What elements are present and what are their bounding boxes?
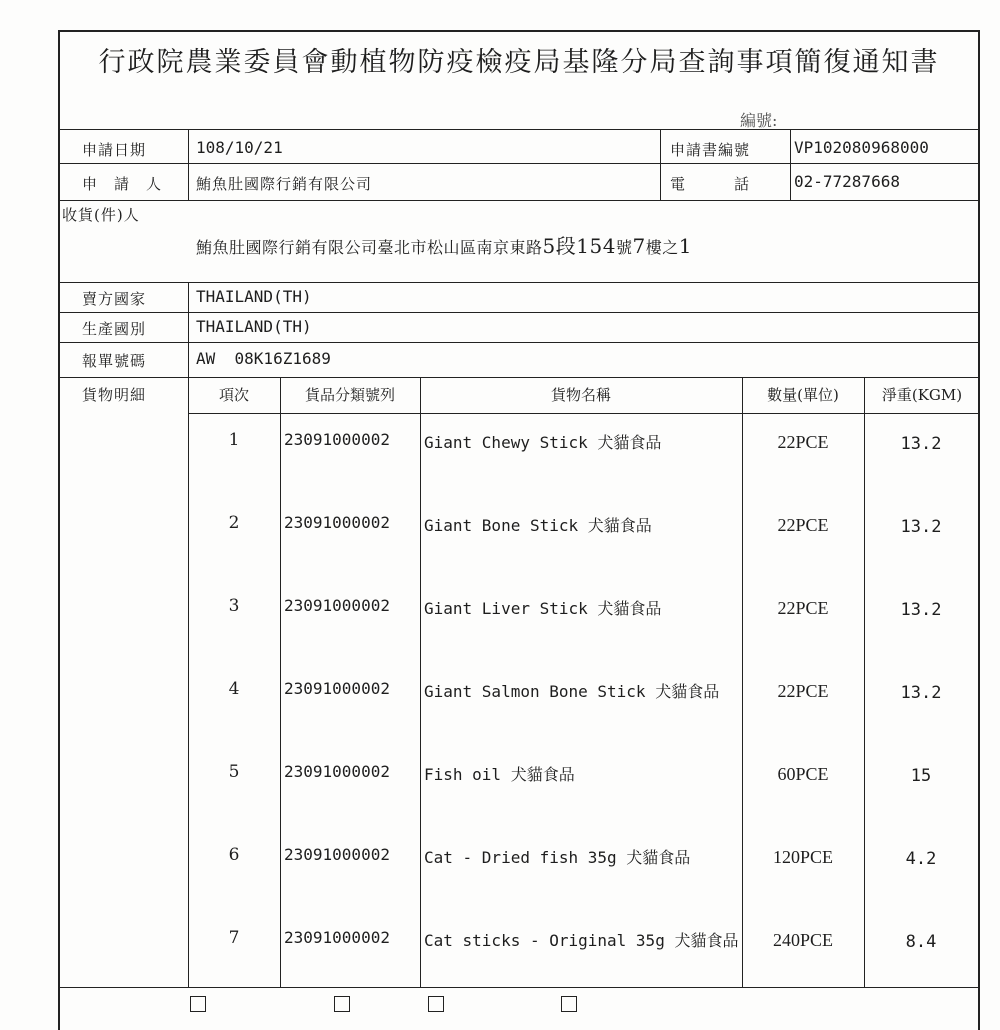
applicant-value: 鮪魚肚國際行銷有限公司 (196, 175, 373, 193)
row-item-no: 7 (228, 928, 240, 948)
seller-country-value: THAILAND(TH) (196, 287, 312, 306)
seller-country-label: 賣方國家 (82, 290, 147, 308)
checkbox-icon (561, 996, 577, 1012)
checkbox-icon (428, 996, 444, 1012)
row-item-weight: 13.2 (900, 434, 942, 454)
row-item-name: Fish oil 犬貓食品 (424, 765, 575, 784)
notice-document (58, 30, 980, 1030)
phone-label: 電 話 (670, 175, 751, 193)
row-item-name: Giant Chewy Stick 犬貓食品 (424, 433, 662, 452)
document-title: 行政院農業委員會動植物防疫檢疫局基隆分局查詢事項簡復通知書 (98, 47, 940, 78)
col-name: 貨物名稱 (550, 386, 611, 404)
row-item-name: Giant Liver Stick 犬貓食品 (424, 599, 662, 618)
consignee-label: 收貨(件)人 (62, 206, 140, 224)
col-weight: 淨重(KGM) (881, 386, 963, 404)
row-item-qty: 22PCE (777, 515, 829, 535)
row-item-code: 23091000002 (284, 679, 390, 698)
row-item-name: Cat - Dried fish 35g 犬貓食品 (424, 848, 691, 867)
applicant-label: 申 請 人 (82, 175, 163, 193)
row-item-no: 4 (228, 679, 240, 699)
consignee-address (196, 230, 692, 259)
row-item-qty: 22PCE (777, 598, 829, 618)
checkbox-icon (190, 996, 206, 1012)
address-part: 5段154 (542, 234, 616, 258)
form-no-value: VP102080968000 (794, 138, 929, 157)
row-item-code: 23091000002 (284, 596, 390, 615)
row-item-weight: 8.4 (905, 932, 937, 952)
row-item-weight: 15 (910, 766, 932, 786)
row-item-weight: 13.2 (900, 517, 942, 537)
row-item-code: 23091000002 (284, 762, 390, 781)
row-item-name: Giant Bone Stick 犬貓食品 (424, 516, 652, 535)
col-code: 貨品分類號列 (304, 386, 395, 404)
row-item-weight: 4.2 (905, 849, 937, 869)
row-item-name: Giant Salmon Bone Stick 犬貓食品 (424, 682, 720, 701)
address-part: 號 (615, 238, 633, 257)
row-item-no: 2 (228, 513, 240, 533)
address-part: 臺北市松山區南京東路 (377, 238, 543, 257)
form-no-label: 申請書編號 (670, 141, 751, 159)
row-item-no: 3 (228, 596, 240, 616)
footer-partial (190, 994, 580, 1012)
declaration-no-label: 報單號碼 (82, 352, 147, 370)
row-item-qty: 60PCE (777, 764, 829, 784)
apply-date-label: 申請日期 (82, 141, 147, 159)
serial-label: 編號: (740, 111, 778, 130)
apply-date-value: 108/10/21 (196, 138, 283, 157)
row-item-code: 23091000002 (284, 928, 390, 947)
row-item-no: 5 (228, 762, 240, 782)
row-item-code: 23091000002 (284, 845, 390, 864)
phone-value: 02-77287668 (794, 172, 900, 191)
row-item-qty: 22PCE (777, 681, 829, 701)
origin-country-value: THAILAND(TH) (196, 317, 312, 336)
row-item-weight: 13.2 (900, 683, 942, 703)
row-item-weight: 13.2 (900, 600, 942, 620)
address-part: 1 (678, 234, 692, 258)
row-item-code: 23091000002 (284, 430, 390, 449)
origin-country-label: 生產國別 (82, 320, 147, 338)
col-qty: 數量(單位) (767, 386, 839, 404)
row-item-code: 23091000002 (284, 513, 390, 532)
row-item-no: 6 (228, 845, 240, 865)
address-part: 7 (632, 234, 646, 258)
address-part: 樓之 (645, 238, 679, 257)
row-item-no: 1 (228, 430, 240, 450)
row-item-qty: 22PCE (777, 432, 829, 452)
row-item-name: Cat sticks - Original 35g 犬貓食品 (424, 931, 739, 950)
row-item-qty: 240PCE (772, 930, 833, 950)
col-item: 項次 (218, 386, 249, 404)
checkbox-icon (334, 996, 350, 1012)
consignee-name: 鮪魚肚國際行銷有限公司 (196, 238, 378, 257)
row-item-qty: 120PCE (772, 847, 833, 867)
declaration-no-value: AW 08K16Z1689 (196, 349, 331, 368)
goods-detail-label: 貨物明細 (82, 386, 147, 404)
